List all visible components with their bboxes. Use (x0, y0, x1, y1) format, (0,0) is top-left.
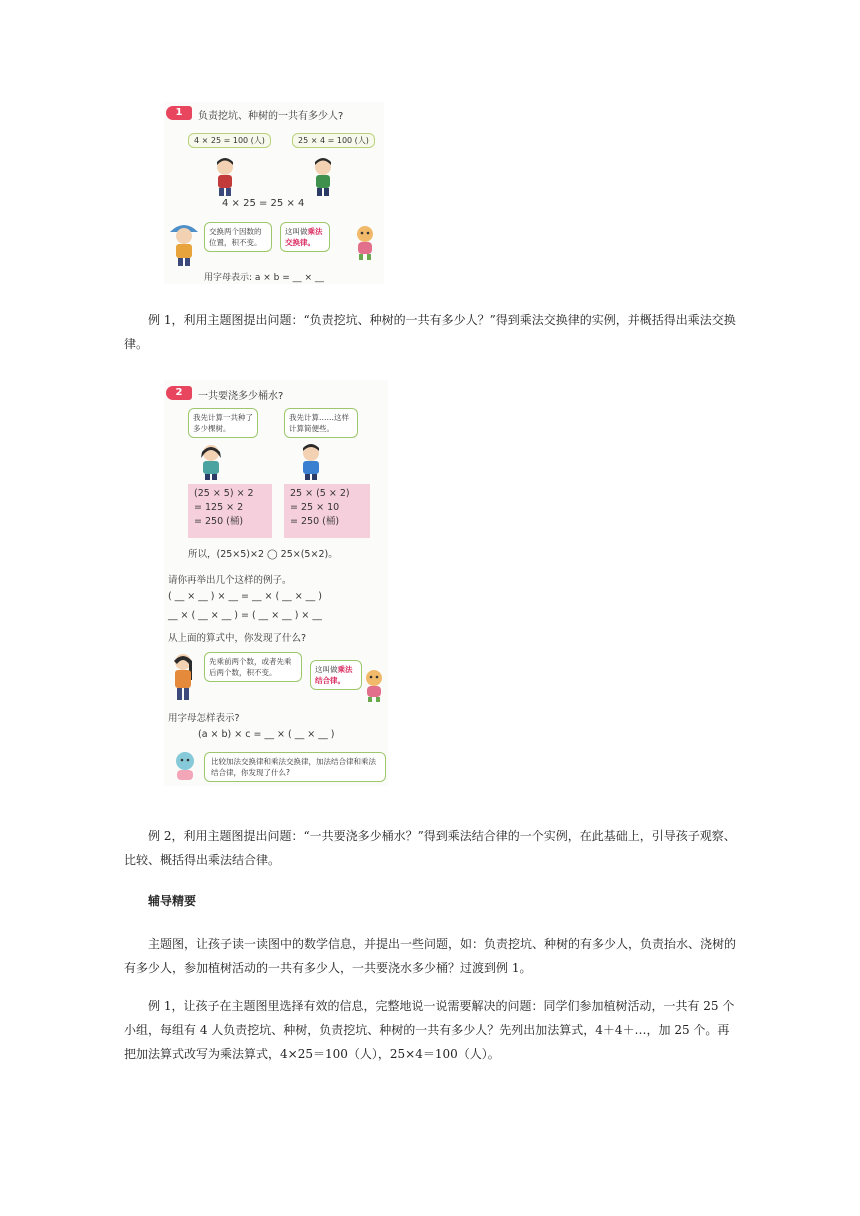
discovery-question: 从上面的算式中，你发现了什么? (168, 633, 307, 644)
boy-illustration (294, 442, 328, 480)
girl-illustration (194, 442, 228, 480)
calculation-left: (25 × 5) × 2 = 125 × 2 = 250 (桶) (188, 484, 272, 538)
example-2-caption: 例 2，利用主题图提出问题：“一共要浇多少桶水？”得到乘法结合律的一个实例，在此基础上，引导孩子观察、比较、概括得出乘法结合律。 (124, 829, 736, 867)
example-1-caption: 例 1，利用主题图提出问题：“负责挖坑、种树的一共有多少人？”得到乘法交换律的实例，并概括得出乘法交换律。 (124, 313, 736, 351)
speech-bubble-left: 先乘前两个数，或者先乘后两个数，积不变。 (204, 652, 302, 682)
girl-illustration (168, 220, 200, 266)
speech-bubble-left: 交换两个因数的位置，积不变。 (204, 222, 272, 252)
blank-equation-1: ( __ × __ ) × __ = __ × ( __ × __ ) (168, 591, 322, 602)
bottom-speech-bubble: 比较加法交换律和乘法交换律，加法结合律和乘法结合律，你发现了什么? (204, 752, 386, 782)
comparison-line: 所以，(25×5)×2 ◯ 25×(5×2)。 (188, 549, 338, 560)
example-badge: 1 (166, 106, 192, 120)
letter-expression: 用字母表示: a × b = __ × __ (204, 273, 324, 283)
figure-2-associative (164, 380, 388, 786)
bubble-text: 这叫做 (285, 227, 308, 236)
bubble-text: 这叫做 (315, 665, 338, 674)
cartoon-helper-illustration (170, 750, 200, 784)
paragraph-theme-picture: 主题图，让孩子读一读图中的数学信息，并提出一些问题，如：负责挖坑、种树的有多少人，负责抬水、浇树的有多少人，参加植树活动的一共有多少人，一共要浇水多少桶？过渡到例 1。 (124, 937, 737, 975)
speech-bubble-right (310, 660, 362, 690)
letter-prompt: 用字母怎样表示? (168, 713, 240, 724)
figure-1-commutative (164, 102, 384, 284)
cartoon-helper-illustration (352, 224, 378, 260)
bubble-highlight: 乘法结合律。 (315, 665, 353, 685)
bubble-highlight: 乘法交换律。 (285, 227, 323, 247)
speech-bubble-right: 我先计算……这样计算简便些。 (284, 408, 358, 438)
letter-equation: (a × b) × c = __ × ( __ × __ ) (198, 729, 335, 740)
speech-bubble-left: 我先计算一共种了多少棵树。 (188, 408, 258, 438)
equation-right: 25 × 4 = 100 (人) (292, 133, 375, 148)
paragraph-example-1: 例 1，让孩子在主题图里选择有效的信息，完整地说一说需要解决的问题：同学们参加植树活动，一共有 25 个小组，每组有 4 人负责挖坑、种树，负责挖坑、种树的一共有多少人？先列出加法算式，4＋4＋…，加 25 个。再把加法算式改写为乘法算式，4×25＝100（人），25×4＝100（人）。 (124, 999, 735, 1061)
girl-illustration (166, 650, 200, 702)
boy-illustration (308, 156, 338, 196)
commutative-equation: 4 × 25 = 25 × 4 (222, 198, 305, 209)
boy-illustration (210, 156, 240, 196)
section-heading: 辅导精要 (148, 894, 197, 908)
figure-title: 一共要浇多少桶水? (198, 391, 284, 402)
cartoon-helper-illustration (362, 668, 386, 702)
equation-left: 4 × 25 = 100 (人) (188, 133, 271, 148)
calculation-right: 25 × (5 × 2) = 25 × 10 = 250 (桶) (284, 484, 370, 538)
example-badge: 2 (166, 386, 192, 400)
figure-title: 负责挖坑、种树的一共有多少人? (198, 111, 344, 122)
blank-equation-2: __ × ( __ × __ ) = ( __ × __ ) × __ (168, 610, 322, 621)
example-prompt: 请你再举出几个这样的例子。 (168, 575, 292, 586)
speech-bubble-right (280, 222, 330, 252)
